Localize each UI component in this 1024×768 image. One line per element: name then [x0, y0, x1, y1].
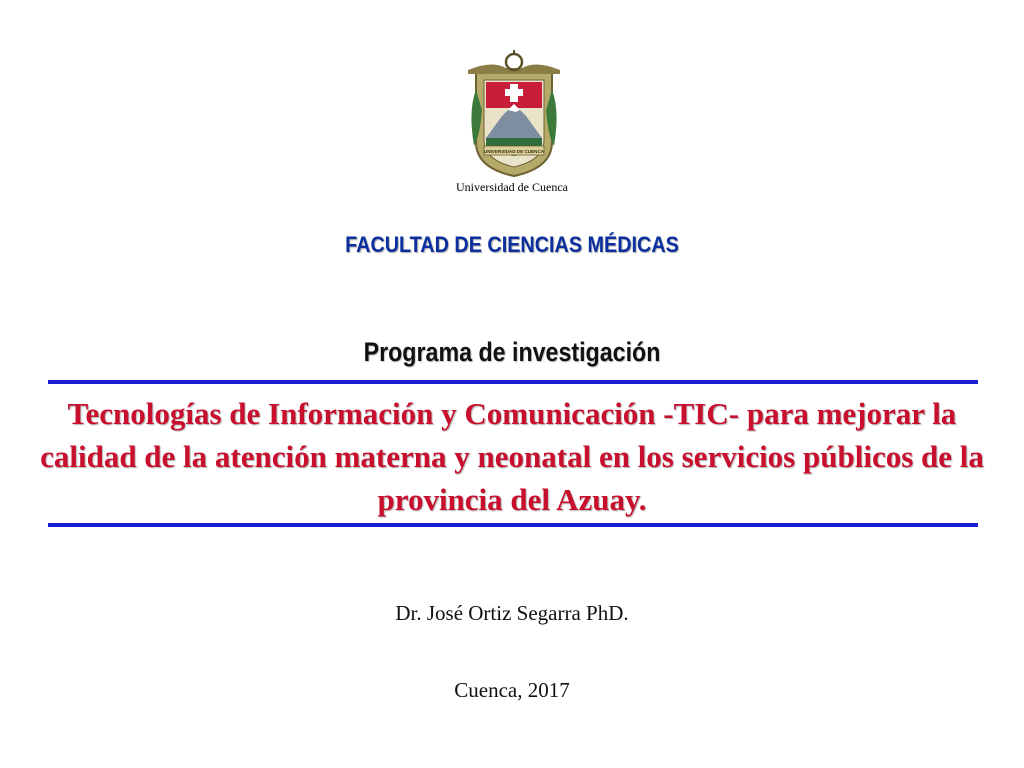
faculty-heading: FACULTAD DE CIENCIAS MÉDICAS: [345, 232, 679, 257]
crest-emblem-icon: [462, 50, 566, 180]
program-heading: Programa de investigación: [363, 337, 661, 367]
crest-band-text: UNIVERSIDAD DE CUENCA: [483, 149, 545, 154]
place-date: Cuenca, 2017: [454, 678, 570, 702]
title-bottom-rule: [48, 523, 978, 527]
crest-caption: Universidad de Cuenca: [456, 180, 568, 194]
university-crest-logo: [462, 50, 566, 180]
title-top-rule: [48, 380, 978, 384]
slide-title: Tecnologías de Información y Comunicación -TIC- para mejorar la calidad de la atención materna y neonatal en los servicios públicos de la provincia del Azuay.: [40, 396, 984, 517]
author-name: Dr. José Ortiz Segarra PhD.: [395, 601, 629, 625]
